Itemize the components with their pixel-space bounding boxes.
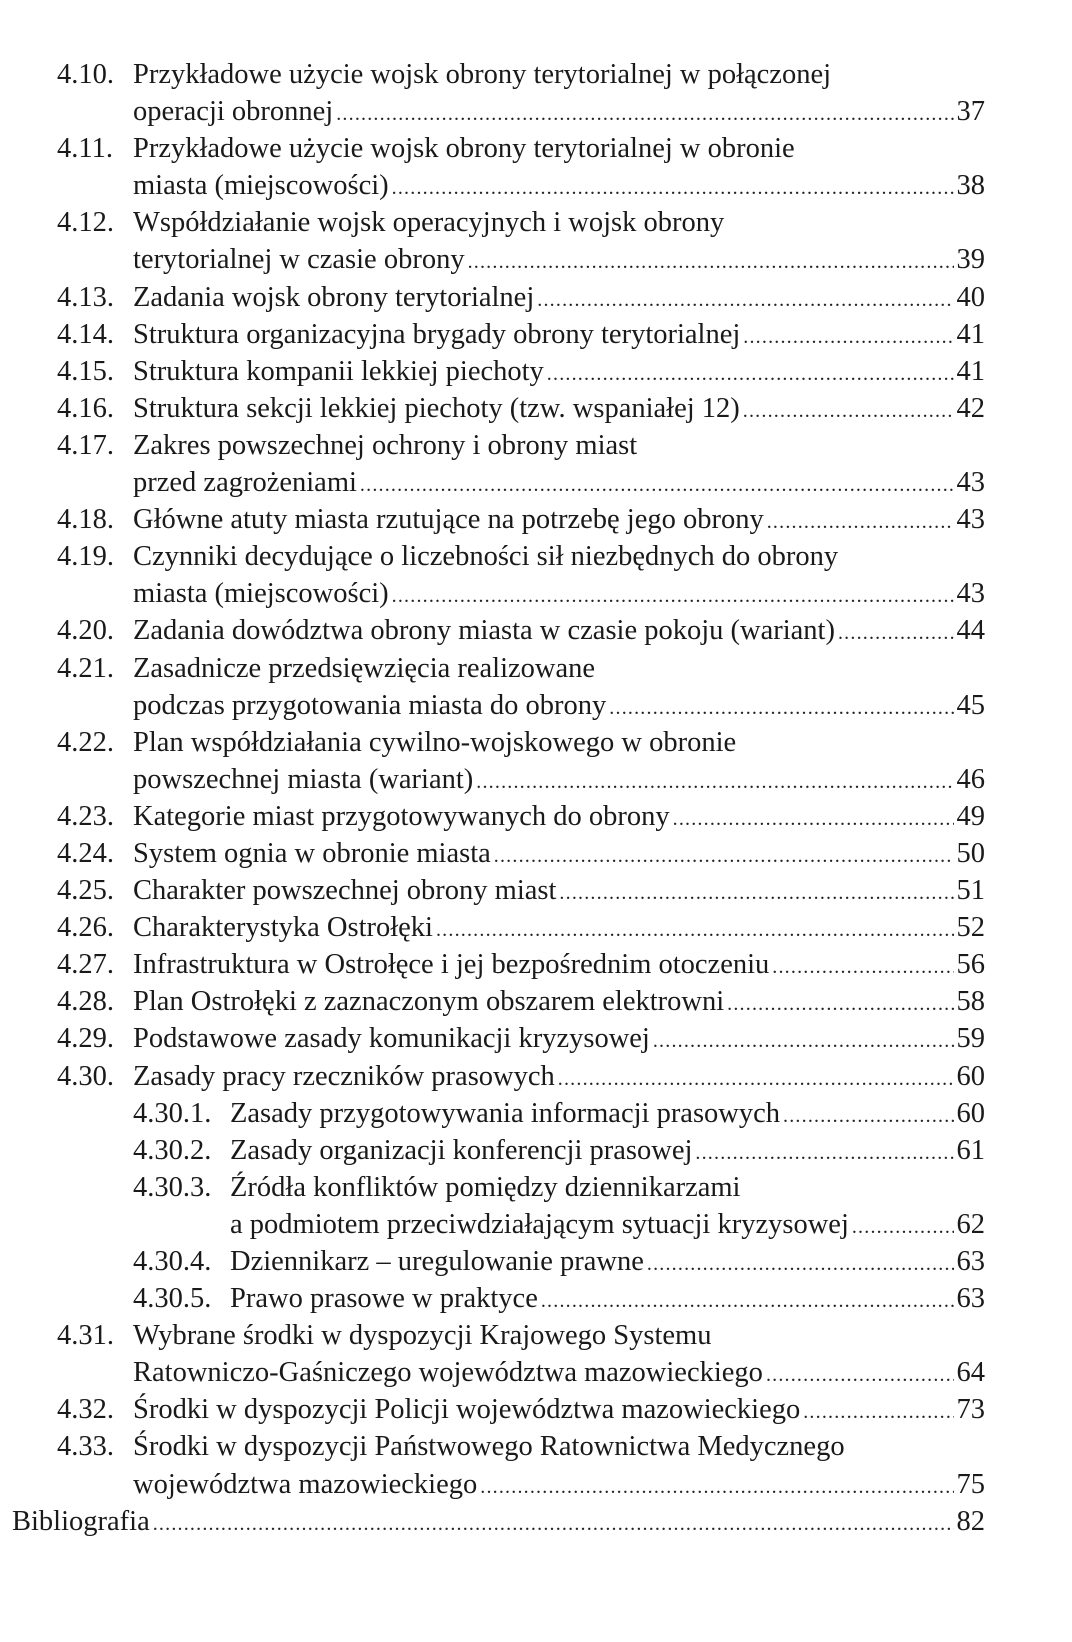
page-number: 42 xyxy=(956,392,985,424)
page-number: 43 xyxy=(956,578,985,610)
entry-title: powszechnej miasta (wariant) xyxy=(133,763,474,795)
entry-title: Przykładowe użycie wojsk obrony terytorialnej w połączonej xyxy=(133,59,832,90)
entry-title: Środki w dyspozycji Państwowego Ratownictwa Medycznego xyxy=(133,1431,845,1463)
page-number: 73 xyxy=(956,1394,985,1426)
toc-entry-4-11-cont xyxy=(0,167,1072,204)
toc-entry-4-19 xyxy=(0,538,1072,575)
toc-entry-4-26 xyxy=(0,909,1072,946)
entry-number: 4.33. xyxy=(57,1431,114,1463)
toc-entry-4-10 xyxy=(0,56,1072,93)
entry-title: Podstawowe zasady komunikacji kryzysowej xyxy=(133,1023,650,1055)
entry-title: miasta (miejscowości) xyxy=(133,170,389,202)
entry-title: Środki w dyspozycji Policji województwa mazowieckiego xyxy=(133,1394,801,1426)
toc-entry-4-20 xyxy=(0,612,1072,649)
page-number: 37 xyxy=(956,96,985,128)
entry-number: 4.24. xyxy=(57,837,114,869)
entry-number: 4.30.4. xyxy=(133,1246,212,1277)
page-number: 58 xyxy=(956,986,985,1018)
dot-leader xyxy=(559,875,953,912)
entry-number: 4.30. xyxy=(57,1060,114,1092)
page-number: 59 xyxy=(956,1023,985,1055)
dot-leader xyxy=(360,467,954,504)
dot-leader xyxy=(743,393,954,430)
dot-leader xyxy=(537,282,953,319)
entry-number: 4.18. xyxy=(57,504,114,536)
page-number: 40 xyxy=(956,281,985,313)
toc-entry-4-14 xyxy=(0,316,1072,353)
toc-entry-4-10-cont xyxy=(0,93,1072,130)
entry-title: Zasady organizacji konferencji prasowej xyxy=(230,1134,693,1166)
entry-title: Plan współdziałania cywilno-wojskowego w obronie xyxy=(133,726,737,758)
entry-number: 4.30.2. xyxy=(133,1134,212,1166)
entry-title: Dziennikarz – uregulowanie prawne xyxy=(230,1246,644,1277)
toc-subentry-4-30-3 xyxy=(0,1169,1072,1206)
toc-entry-4-11 xyxy=(0,130,1072,167)
entry-title: a podmiotem przeciwdziałającym sytuacji kryzysowej xyxy=(230,1208,849,1240)
entry-title: Charakterystyka Ostrołęki xyxy=(133,912,433,944)
dot-leader xyxy=(695,1135,953,1172)
entry-number: 4.16. xyxy=(57,392,114,424)
toc-entry-bibliography xyxy=(0,1503,1072,1540)
entry-title: Wybrane środki w dyspozycji Krajowego Systemu xyxy=(133,1320,712,1352)
toc-entry-4-13 xyxy=(0,279,1072,316)
toc-entry-4-29 xyxy=(0,1020,1072,1057)
entry-title: operacji obronnej xyxy=(133,96,334,128)
page-number: 61 xyxy=(956,1134,985,1166)
dot-leader xyxy=(743,319,953,356)
entry-title: System ognia w obronie miasta xyxy=(133,837,491,869)
dot-leader xyxy=(609,690,953,727)
entry-title: podczas przygotowania miasta do obrony xyxy=(133,689,607,721)
page-number: 62 xyxy=(956,1208,985,1240)
entry-title: terytorialnej w czasie obrony xyxy=(133,244,465,276)
page-number: 49 xyxy=(956,800,985,832)
toc-entry-4-19-cont xyxy=(0,575,1072,612)
entry-title: Struktura kompanii lekkiej piechoty xyxy=(133,355,544,387)
page-number: 82 xyxy=(956,1505,985,1537)
dot-leader xyxy=(480,1469,953,1506)
toc-entry-4-30 xyxy=(0,1058,1072,1095)
entry-number: 4.30.1. xyxy=(133,1097,212,1129)
toc-entry-4-27 xyxy=(0,946,1072,983)
page-number: 39 xyxy=(956,244,985,276)
entry-number: 4.14. xyxy=(57,318,114,350)
entry-number: 4.31. xyxy=(57,1320,114,1352)
page-number: 43 xyxy=(956,467,985,499)
page-number: 51 xyxy=(956,875,985,907)
page-number: 43 xyxy=(956,504,985,536)
dot-leader xyxy=(336,96,953,133)
entry-title: Ratowniczo-Gaśniczego województwa mazowieckiego xyxy=(133,1357,763,1389)
dot-leader xyxy=(468,244,954,281)
entry-number: 4.21. xyxy=(57,652,114,684)
page-number: 41 xyxy=(956,318,985,350)
entry-title: Główne atuty miasta rzutujące na potrzebę jego obrony xyxy=(133,504,764,536)
dot-leader xyxy=(494,838,954,875)
dot-leader xyxy=(153,1506,954,1543)
entry-number: 4.12. xyxy=(57,207,114,239)
toc-subentry-4-30-5 xyxy=(0,1280,1072,1317)
page-number: 41 xyxy=(956,355,985,387)
dot-leader xyxy=(436,912,954,949)
page-number: 46 xyxy=(956,763,985,795)
page-number: 63 xyxy=(956,1246,985,1277)
entry-number: 4.30.5. xyxy=(133,1283,212,1315)
table-of-contents xyxy=(0,56,1072,1540)
entry-number: 4.17. xyxy=(57,429,114,461)
dot-leader xyxy=(647,1246,954,1283)
entry-number: 4.13. xyxy=(57,281,114,313)
page-number: 38 xyxy=(956,170,985,202)
entry-title: Zasady pracy rzeczników prasowych xyxy=(133,1060,555,1092)
dot-leader xyxy=(558,1061,954,1098)
toc-subentry-4-30-1 xyxy=(0,1095,1072,1132)
dot-leader xyxy=(727,986,953,1023)
dot-leader xyxy=(838,615,954,652)
entry-number: 4.10. xyxy=(57,59,114,90)
toc-entry-4-22-cont xyxy=(0,761,1072,798)
toc-entry-4-21-cont xyxy=(0,687,1072,724)
entry-title: Przykładowe użycie wojsk obrony terytorialnej w obronie xyxy=(133,133,795,165)
toc-entry-4-16 xyxy=(0,390,1072,427)
entry-number: 4.30.3. xyxy=(133,1171,212,1203)
toc-entry-4-33 xyxy=(0,1428,1072,1465)
toc-entry-4-32 xyxy=(0,1391,1072,1428)
entry-title: Zasady przygotowywania informacji prasowych xyxy=(230,1097,781,1129)
toc-entry-4-31-cont xyxy=(0,1354,1072,1391)
toc-entry-4-33-cont xyxy=(0,1466,1072,1503)
entry-title: Zakres powszechnej ochrony i obrony miast xyxy=(133,429,638,461)
dot-leader xyxy=(392,170,954,207)
toc-entry-4-17 xyxy=(0,427,1072,464)
entry-title: Infrastruktura w Ostrołęce i jej bezpośrednim otoczeniu xyxy=(133,949,770,981)
entry-number: 4.32. xyxy=(57,1394,114,1426)
entry-number: 4.28. xyxy=(57,986,114,1018)
dot-leader xyxy=(766,1357,954,1394)
bibliography-title: Bibliografia xyxy=(12,1505,150,1537)
dot-leader xyxy=(772,949,953,986)
dot-leader xyxy=(547,356,954,393)
entry-number: 4.29. xyxy=(57,1023,114,1055)
entry-title: Zadania dowództwa obrony miasta w czasie pokoju (wariant) xyxy=(133,615,835,647)
dot-leader xyxy=(852,1209,954,1246)
entry-title: Źródła konfliktów pomiędzy dziennikarzami xyxy=(230,1171,741,1203)
toc-entry-4-25 xyxy=(0,872,1072,909)
entry-title: Współdziałanie wojsk operacyjnych i wojsk obrony xyxy=(133,207,725,239)
entry-number: 4.23. xyxy=(57,800,114,832)
entry-number: 4.11. xyxy=(57,133,113,165)
page-number: 56 xyxy=(956,949,985,981)
page-number: 75 xyxy=(956,1468,985,1500)
entry-title: Kategorie miast przygotowywanych do obrony xyxy=(133,800,670,832)
page-number: 60 xyxy=(956,1097,985,1129)
entry-title: Charakter powszechnej obrony miast xyxy=(133,875,557,907)
toc-entry-4-23 xyxy=(0,798,1072,835)
entry-title: Plan Ostrołęki z zaznaczonym obszarem elektrowni xyxy=(133,986,725,1018)
toc-subentry-4-30-4 xyxy=(0,1243,1072,1280)
toc-entry-4-12 xyxy=(0,204,1072,241)
entry-title: przed zagrożeniami xyxy=(133,467,357,499)
dot-leader xyxy=(476,764,953,801)
toc-entry-4-28 xyxy=(0,983,1072,1020)
entry-title: Czynniki decydujące o liczebności sił niezbędnych do obrony xyxy=(133,541,839,573)
entry-number: 4.26. xyxy=(57,912,114,944)
dot-leader xyxy=(783,1098,953,1135)
toc-subentry-4-30-2 xyxy=(0,1132,1072,1169)
toc-entry-4-22 xyxy=(0,724,1072,761)
entry-number: 4.20. xyxy=(57,615,114,647)
entry-number: 4.27. xyxy=(57,949,114,981)
dot-leader xyxy=(653,1023,954,1060)
toc-entry-4-31 xyxy=(0,1317,1072,1354)
page-number: 45 xyxy=(956,689,985,721)
dot-leader xyxy=(392,578,954,615)
toc-entry-4-12-cont xyxy=(0,241,1072,278)
entry-number: 4.25. xyxy=(57,875,114,907)
toc-subentry-4-30-3-cont xyxy=(0,1206,1072,1243)
toc-entry-4-18 xyxy=(0,501,1072,538)
entry-number: 4.19. xyxy=(57,541,114,573)
page-number: 52 xyxy=(956,912,985,944)
page-number: 63 xyxy=(956,1283,985,1315)
entry-title: Prawo prasowe w praktyce xyxy=(230,1283,538,1315)
entry-title: Zadania wojsk obrony terytorialnej xyxy=(133,281,535,313)
entry-title: miasta (miejscowości) xyxy=(133,578,389,610)
page-number: 50 xyxy=(956,837,985,869)
entry-title: województwa mazowieckiego xyxy=(133,1468,478,1500)
entry-title: Struktura sekcji lekkiej piechoty (tzw. wspaniałej 12) xyxy=(133,392,740,424)
dot-leader xyxy=(541,1283,954,1320)
entry-number: 4.22. xyxy=(57,726,114,758)
dot-leader xyxy=(803,1394,953,1431)
entry-title: Zasadnicze przedsięwzięcia realizowane xyxy=(133,652,596,684)
dot-leader xyxy=(767,504,954,541)
toc-entry-4-24 xyxy=(0,835,1072,872)
entry-title: Struktura organizacyjna brygady obrony terytorialnej xyxy=(133,318,741,350)
toc-entry-4-15 xyxy=(0,353,1072,390)
entry-number: 4.15. xyxy=(57,355,114,387)
toc-entry-4-17-cont xyxy=(0,464,1072,501)
toc-entry-4-21 xyxy=(0,650,1072,687)
page-number: 44 xyxy=(956,615,985,647)
page-number: 64 xyxy=(956,1357,985,1389)
dot-leader xyxy=(673,801,954,838)
page-number: 60 xyxy=(956,1060,985,1092)
